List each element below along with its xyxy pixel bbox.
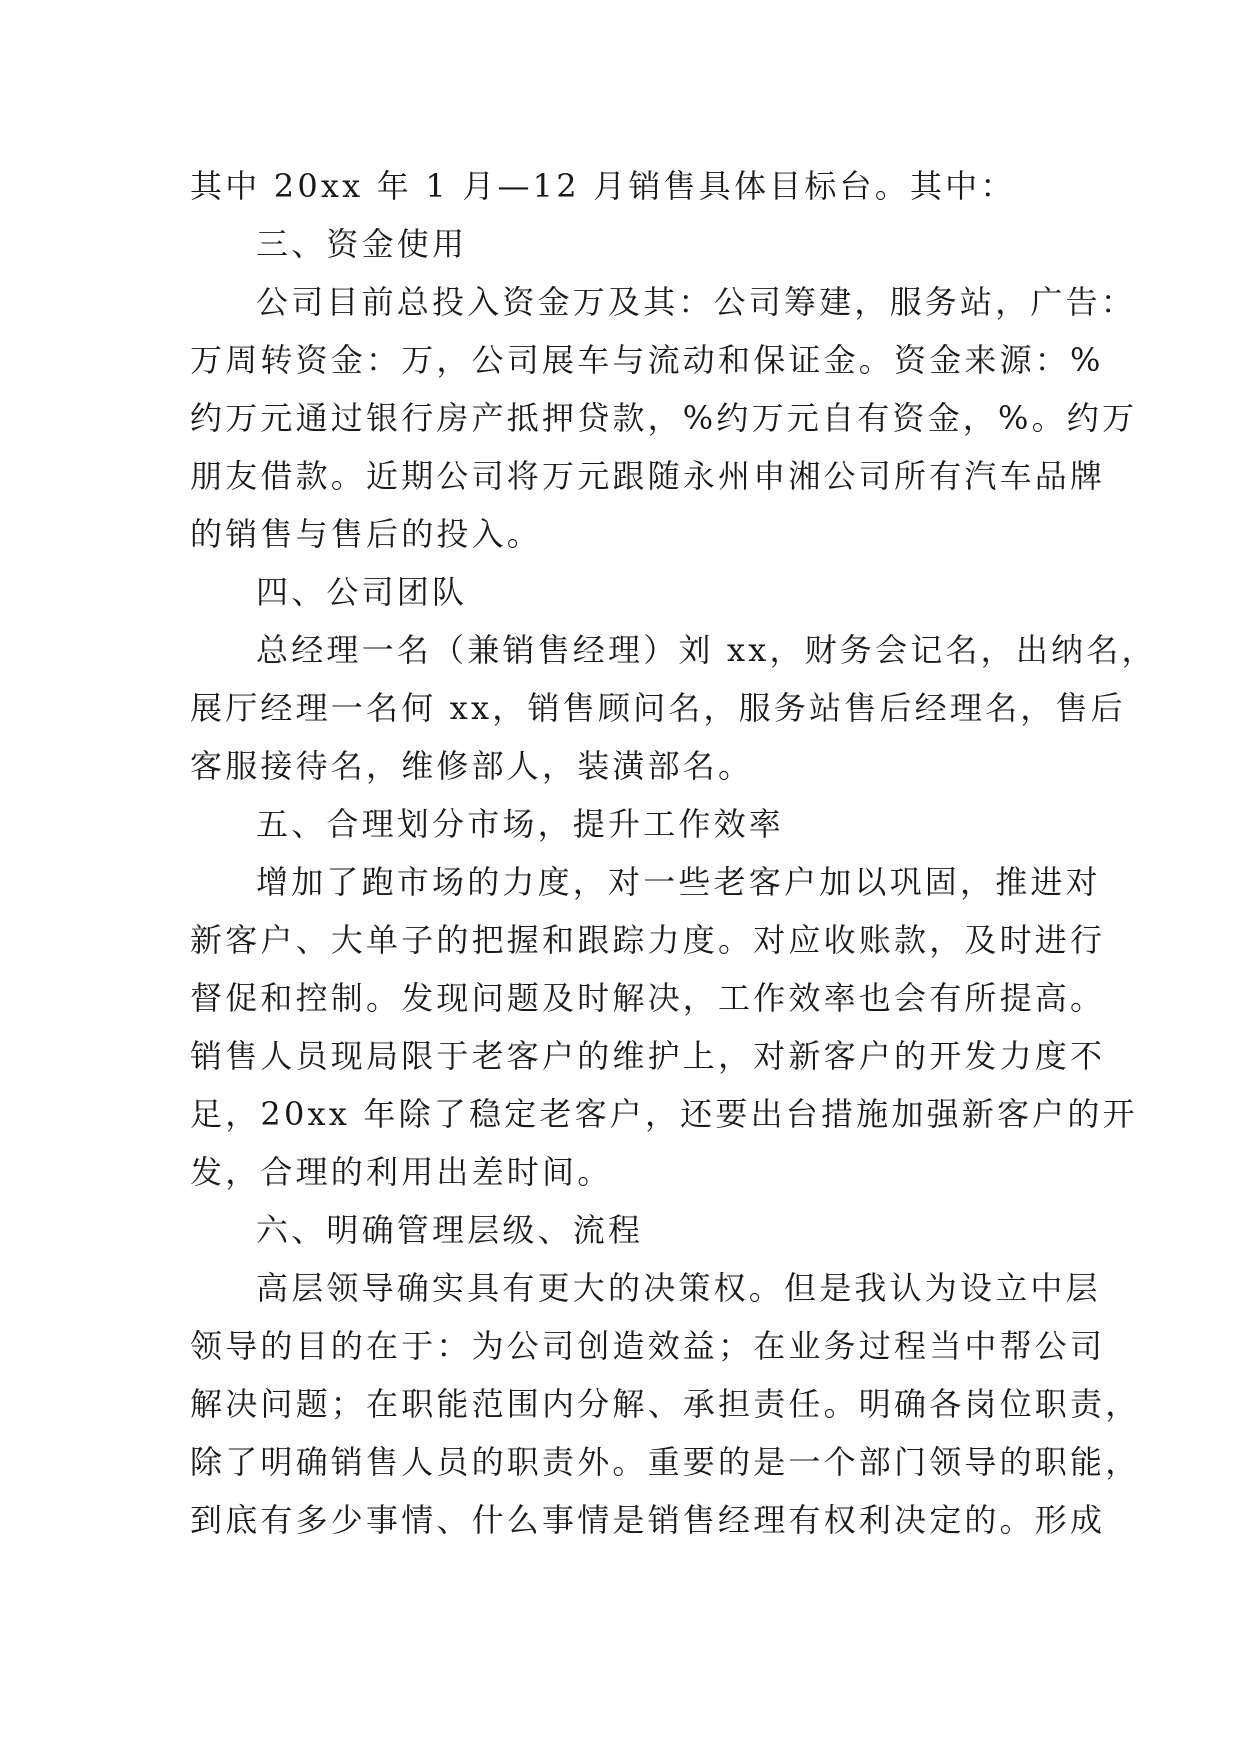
paragraph-first-line: 增加了跑市场的力度，对一些老客户加以巩固，推进对 <box>256 863 1101 901</box>
body-text-line: 除了明确销售人员的职责外。重要的是一个部门领导的职能， <box>190 1443 1141 1481</box>
body-text-line: 销售人员现局限于老客户的维护上，对新客户的开发力度不 <box>190 1037 1106 1075</box>
body-text-line: 展厅经理一名何 xx，销售顾问名，服务站售后经理名，售后 <box>190 689 1126 727</box>
body-text-line: 发，合理的利用出差时间。 <box>190 1153 613 1191</box>
section-heading-market: 五、合理划分市场，提升工作效率 <box>256 805 785 843</box>
section-heading-funds: 三、资金使用 <box>256 225 468 263</box>
body-text-line: 督促和控制。发现问题及时解决，工作效率也会有所提高。 <box>190 979 1106 1017</box>
body-text-line: 客服接待名，维修部人，装潢部名。 <box>190 747 754 785</box>
section-heading-team: 四、公司团队 <box>256 573 468 611</box>
body-text-line: 约万元通过银行房产抵押贷款，%约万元自有资金，%。约万 <box>190 399 1138 437</box>
body-text-line: 万周转资金：万，公司展车与流动和保证金。资金来源：% <box>190 341 1104 379</box>
body-text-line: 新客户、大单子的把握和跟踪力度。对应收账款，及时进行 <box>190 921 1106 959</box>
body-text-line: 的销售与售后的投入。 <box>190 515 543 553</box>
body-text-line: 解决问题；在职能范围内分解、承担责任。明确各岗位职责， <box>190 1385 1141 1423</box>
paragraph-first-line: 公司目前总投入资金万及其：公司筹建，服务站，广告： <box>256 283 1137 321</box>
paragraph-first-line: 高层领导确实具有更大的决策权。但是我认为设立中层 <box>256 1269 1101 1307</box>
body-text-line: 朋友借款。近期公司将万元跟随永州申湘公司所有汽车品牌 <box>190 457 1106 495</box>
body-text-line: 领导的目的在于：为公司创造效益；在业务过程当中帮公司 <box>190 1327 1106 1365</box>
section-heading-management: 六、明确管理层级、流程 <box>256 1211 644 1249</box>
paragraph-first-line: 总经理一名（兼销售经理）刘 xx，财务会记名，出纳名， <box>256 631 1157 669</box>
body-text-line: 足，20xx 年除了稳定老客户，还要出台措施加强新客户的开 <box>190 1095 1138 1133</box>
body-text-line: 其中 20xx 年 1 月—12 月销售具体目标台。其中： <box>190 167 1016 205</box>
body-text-line: 到底有多少事情、什么事情是销售经理有权利决定的。形成 <box>190 1501 1106 1539</box>
